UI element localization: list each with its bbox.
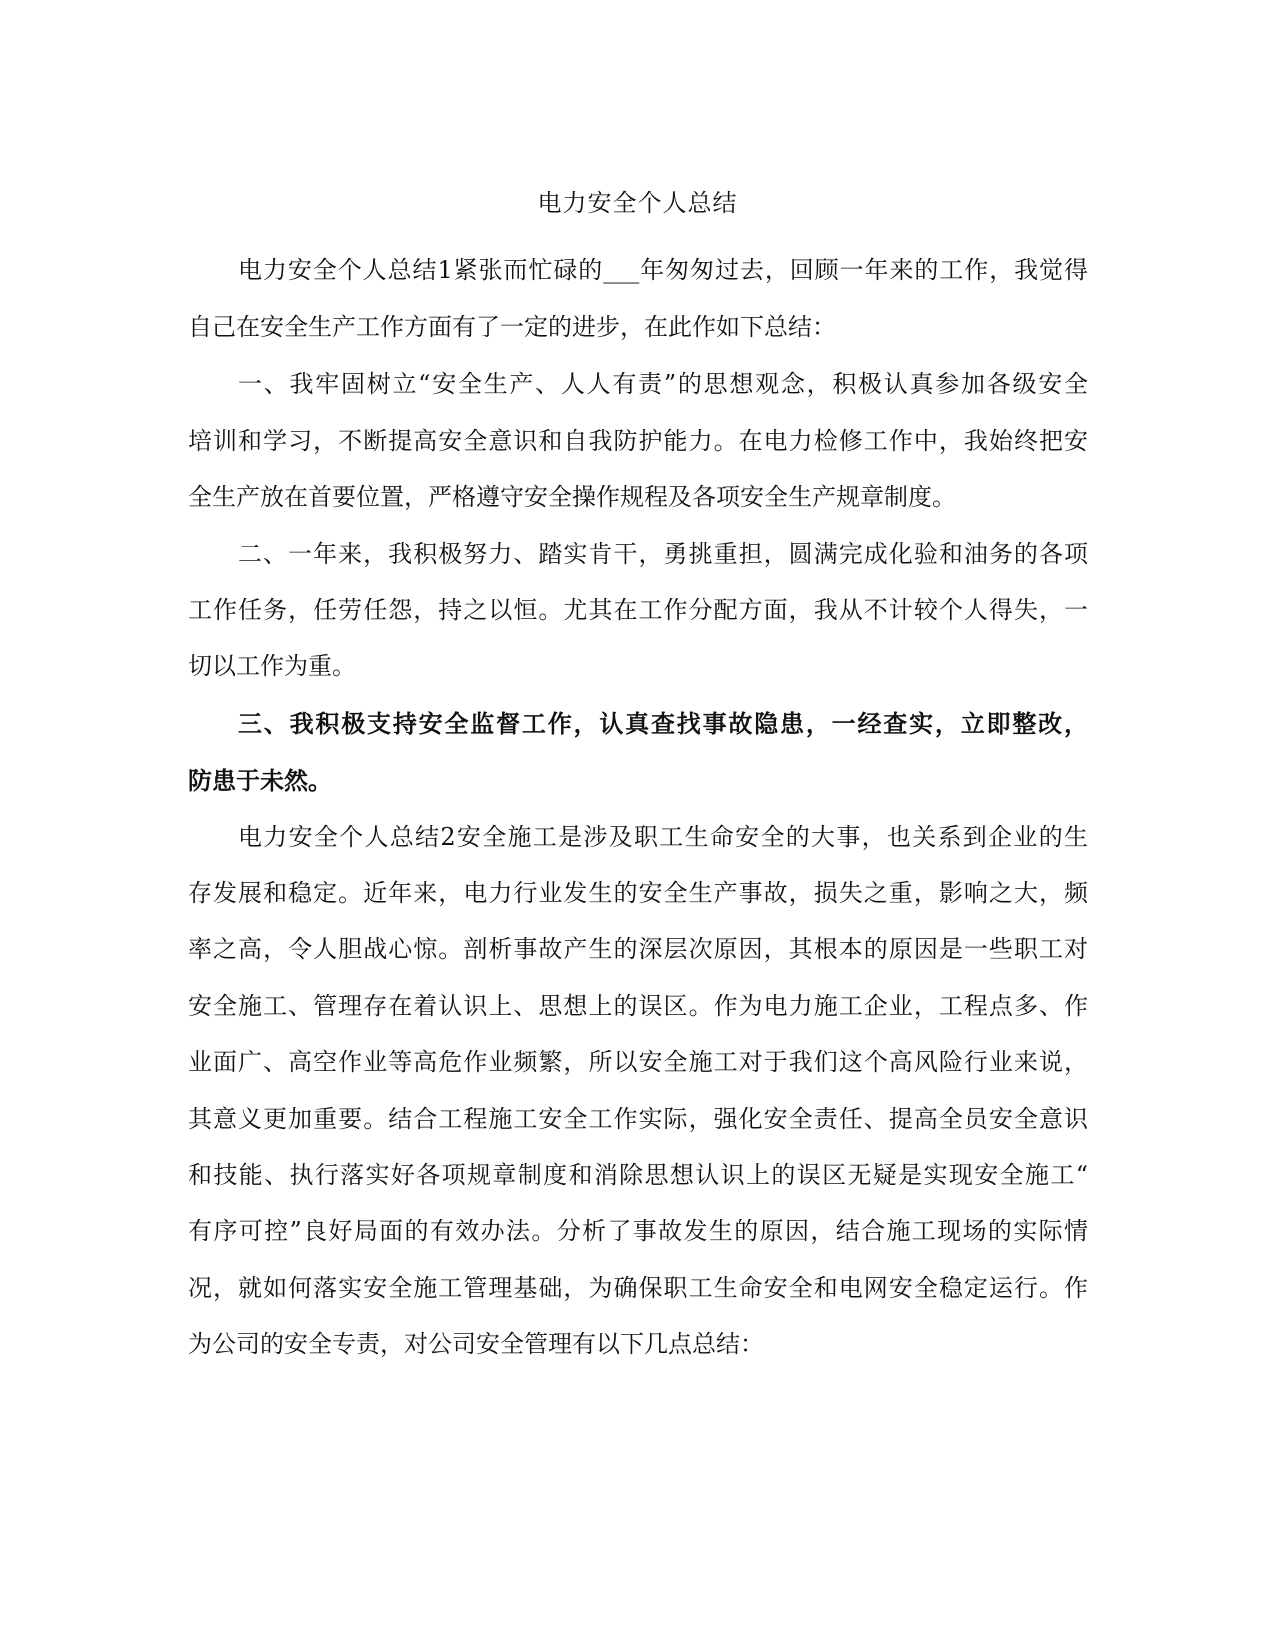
paragraph-2-line-1: 一、我牢固树立“安全生产、人人有责”的思想观念，积极认真参加各级安全	[238, 370, 1088, 398]
paragraph-5-line-7: 和技能、执行落实好各项规章制度和消除思想认识上的误区无疑是实现安全施工“	[188, 1161, 1088, 1189]
paragraph-5-line-9: 况，就如何落实安全施工管理基础，为确保职工生命安全和电网安全稳定运行。作	[188, 1274, 1088, 1302]
paragraph-2-line-2: 培训和学习，不断提高安全意识和自我防护能力。在电力检修工作中，我始终把安	[188, 427, 1088, 455]
paragraph-5-line-1: 电力安全个人总结2安全施工是涉及职工生命安全的大事，也关系到企业的生	[238, 823, 1088, 851]
paragraph-1-line-1: 电力安全个人总结1紧张而忙碌的___年匆匆过去，回顾一年来的工作，我觉得	[238, 256, 1088, 284]
document-title: 电力安全个人总结	[537, 189, 738, 217]
paragraph-5-line-3: 率之高，令人胆战心惊。剖析事故产生的深层次原因，其根本的原因是一些职工对	[188, 935, 1088, 963]
paragraph-2-line-3: 全生产放在首要位置，严格遵守安全操作规程及各项安全生产规章制度。	[188, 483, 956, 511]
paragraph-5-line-2: 存发展和稳定。近年来，电力行业发生的安全生产事故，损失之重，影响之大，频	[188, 879, 1088, 907]
paragraph-5-line-4: 安全施工、管理存在着认识上、思想上的误区。作为电力施工企业，工程点多、作	[188, 992, 1088, 1020]
paragraph-4-line-2: 防患于未然。	[188, 766, 332, 795]
paragraph-4-line-1: 三、我积极支持安全监督工作，认真查找事故隐患，一经查实，立即整改，	[238, 709, 1088, 738]
paragraph-5-line-5: 业面广、高空作业等高危作业频繁，所以安全施工对于我们这个高风险行业来说，	[188, 1048, 1088, 1076]
paragraph-3-line-1: 二、一年来，我积极努力、踏实肯干，勇挑重担，圆满完成化验和油务的各项	[238, 540, 1088, 568]
paragraph-1-line-2: 自己在安全生产工作方面有了一定的进步，在此作如下总结：	[188, 313, 836, 341]
paragraph-5-line-8: 有序可控”良好局面的有效办法。分析了事故发生的原因，结合施工现场的实际情	[188, 1217, 1088, 1245]
paragraph-3-line-3: 切以工作为重。	[188, 652, 356, 680]
paragraph-5-line-10: 为公司的安全专责，对公司安全管理有以下几点总结：	[188, 1330, 764, 1358]
paragraph-5-line-6: 其意义更加重要。结合工程施工安全工作实际，强化安全责任、提高全员安全意识	[188, 1105, 1088, 1133]
paragraph-3-line-2: 工作任务，任劳任怨，持之以恒。尤其在工作分配方面，我从不计较个人得失，一	[188, 596, 1088, 624]
